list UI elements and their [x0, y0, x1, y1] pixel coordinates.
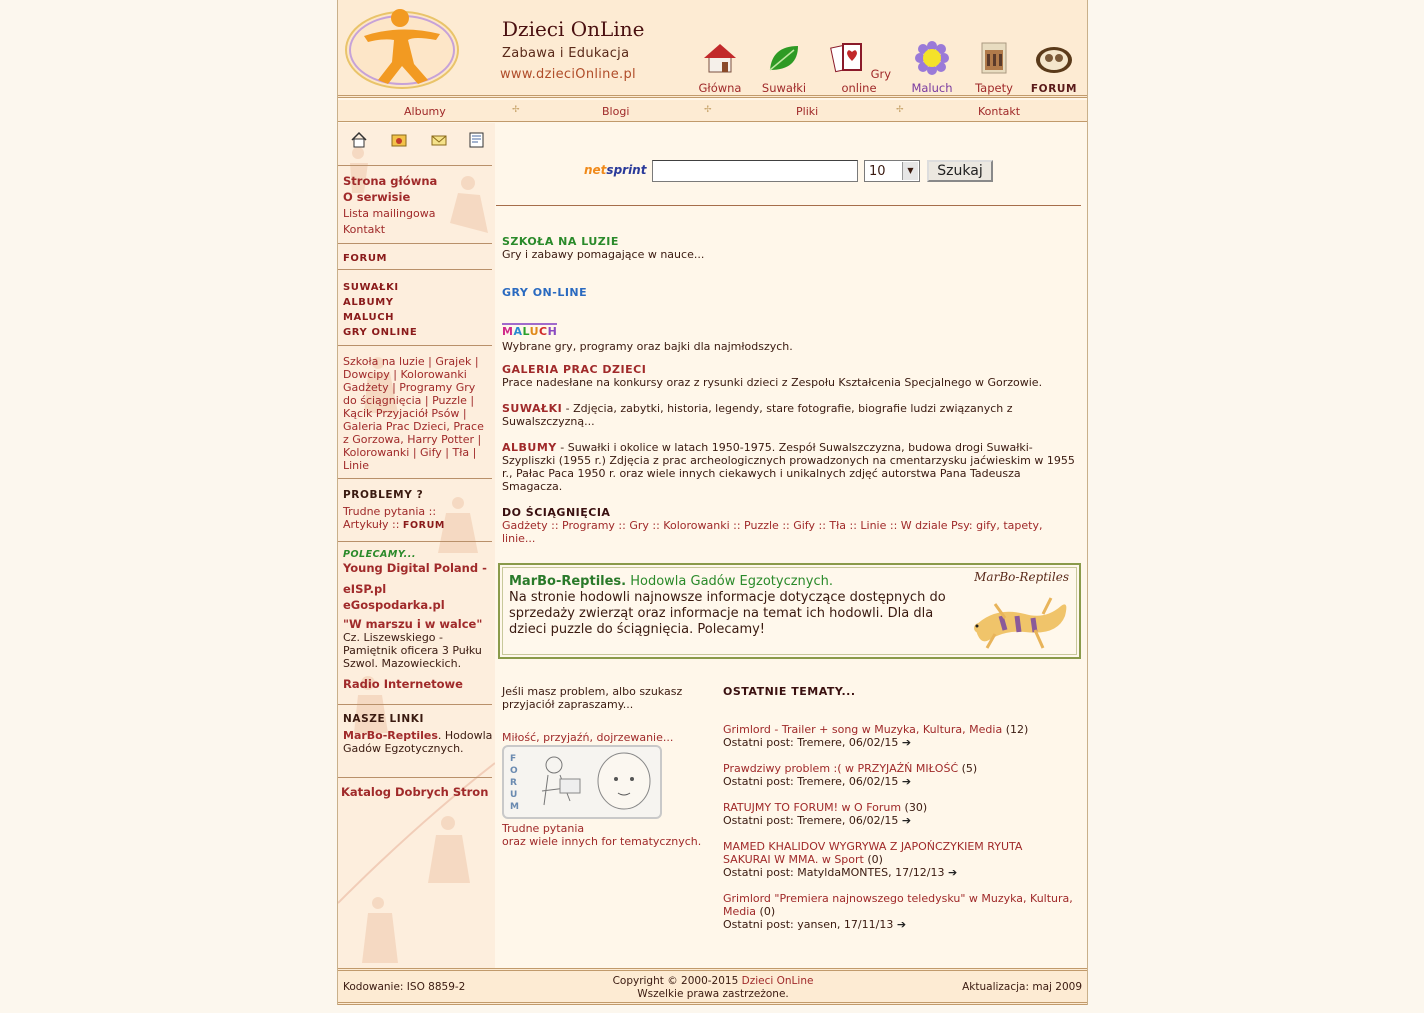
site-url[interactable]: www.dzieciOnline.pl: [500, 67, 636, 82]
divider: [338, 165, 492, 166]
copyright-text: Copyright © 2000-2015: [612, 975, 742, 987]
nav-label: Tapety: [975, 81, 1013, 95]
marbo-logo[interactable]: [963, 570, 1077, 654]
divider: [338, 541, 492, 542]
topic-title[interactable]: Grimlord "Premiera najnowszego teledysku" w Muzyka, Kultura, Media: [723, 892, 1073, 918]
sidebar: [338, 123, 495, 968]
topic-last-post: Ostatni post: Tremere, 06/02/15: [723, 814, 899, 827]
menu-blogi[interactable]: Blogi: [602, 105, 630, 118]
main-content: [496, 123, 1086, 968]
topic-item: [723, 840, 1073, 879]
divider: [338, 345, 492, 346]
forum-promo: [502, 685, 712, 848]
site-header: [338, 0, 1087, 98]
our-links-block: [343, 713, 493, 755]
section-albumy: [502, 441, 1077, 493]
page: [337, 0, 1088, 1005]
logo-net: net: [584, 163, 607, 177]
footer-updated: Aktualizacja: maj 2009: [962, 981, 1082, 993]
dropdown-arrow-icon: ▼: [902, 162, 918, 180]
netsprint-logo: [584, 163, 646, 177]
topic-last-post: Ostatni post: MatyldaMONTES, 17/12/13: [723, 866, 945, 879]
nav-label: Główna: [698, 81, 742, 95]
link-eisp[interactable]: eISP.pl: [343, 582, 387, 596]
topic-title[interactable]: MAMED KHALIDOV WYGRYWA Z JAPOŃCZYKIEM RYUTA SAKURAI W MMA. w Sport: [723, 840, 1023, 866]
topic-count: (5): [958, 762, 978, 775]
flower-icon: [912, 40, 952, 76]
albumy-description: - Suwałki i okolice w latach 1950-1975. Zespół Suwalszczyzna, budowa drogi Suwałki-Szypliszki (1955 r.) Zdjęcia z prac archeologicznych prowadzonych na cmentarzysku jaćwieskim w 1955 r., Pałac Paca 1950 r. oraz wiele innych ciekawych i unikalnych zdjęć autorstwa Pana Tadeusza Smagacza.: [502, 441, 1075, 493]
footer-copyright: [558, 975, 868, 1001]
separator-icon: ✢: [896, 105, 904, 115]
arrow-go-icon[interactable]: ➔: [948, 866, 958, 879]
arrow-go-icon[interactable]: ➔: [901, 775, 912, 788]
maluch-letter: U: [529, 325, 540, 338]
topic-item: [723, 762, 1073, 788]
link-katalog[interactable]: Katalog Dobrych Stron: [341, 785, 489, 799]
cards-icon: [827, 40, 867, 76]
divider: [338, 478, 492, 479]
nav-label: Suwałki: [761, 81, 807, 95]
topic-last-post: Ostatni post: Tremere, 06/02/15: [723, 736, 899, 749]
search-input[interactable]: [652, 160, 858, 182]
arrow-go-icon[interactable]: ➔: [896, 918, 907, 931]
section-links: [343, 280, 493, 340]
site-subtitle: Zabawa i Edukacja: [502, 46, 630, 61]
maluch-title[interactable]: [502, 323, 557, 337]
topic-item: [723, 723, 1073, 749]
picture-icon: [974, 40, 1014, 76]
latest-topics: [723, 685, 1073, 931]
galeria-description: Prace nadesłane na konkursy oraz z rysunki dzieci z Zespołu Kształcenia Specjalnego w Gorzowie.: [502, 376, 1043, 389]
marbo-logo-text: MarBo-Reptiles: [974, 570, 1069, 584]
divider: [338, 269, 492, 270]
site-title: Dzieci OnLine: [502, 17, 645, 41]
marbo-description: . Hodowla Gadów Egzotycznych.: [343, 729, 493, 755]
main-links: [343, 175, 493, 236]
link-suwalki[interactable]: SUWAŁKI: [343, 282, 399, 293]
link-marbo[interactable]: MarBo-Reptiles: [343, 729, 438, 742]
polecamy-heading: POLECAMY...: [343, 549, 416, 560]
maluch-description: Wybrane gry, programy oraz bajki dla najmłodszych.: [502, 340, 793, 353]
separator-icon: ✢: [512, 105, 520, 115]
background-figures-image: [338, 123, 495, 968]
divider: [338, 243, 492, 244]
menu-pliki[interactable]: Pliki: [796, 105, 819, 118]
link-gry-online[interactable]: GRY ONLINE: [343, 327, 418, 338]
home-icon[interactable]: [350, 131, 368, 149]
sidebar-icon-row: [348, 131, 488, 153]
link-forum[interactable]: FORUM: [343, 253, 388, 264]
topic-count: (0): [756, 905, 776, 918]
galeria-title[interactable]: GALERIA PRAC DZIECI: [502, 363, 647, 376]
nav-tapety[interactable]: [968, 40, 1020, 95]
link-kontakt[interactable]: Kontakt: [343, 223, 386, 236]
forum-bottom-link[interactable]: Trudne pytania: [502, 822, 585, 835]
gry-online-title[interactable]: GRY ON-LINE: [502, 286, 588, 299]
separator-icon: ✢: [704, 105, 712, 115]
problems-heading: PROBLEMY ?: [343, 489, 424, 501]
nav-glowna[interactable]: [694, 40, 746, 95]
section-maluch: [502, 323, 1077, 353]
search-button[interactable]: Szukaj: [927, 160, 993, 182]
szkola-description: Gry i zabawy pomagające w nauce...: [502, 248, 705, 261]
marbo-tagline: Hodowla Gadów Egzotycznych.: [626, 574, 833, 589]
link-egospodarka[interactable]: eGospodarka.pl: [343, 598, 445, 612]
download-title: DO ŚCIĄGNIĘCIA: [502, 506, 611, 519]
topic-title[interactable]: RATUJMY TO FORUM! w O Forum: [723, 801, 902, 814]
topic-count: (12): [1002, 723, 1029, 736]
maluch-letter: M: [502, 325, 514, 338]
our-links-heading: NASZE LINKI: [343, 713, 424, 725]
marbo-name[interactable]: MarBo-Reptiles.: [509, 574, 627, 589]
latest-heading: OSTATNIE TEMATY...: [723, 685, 856, 698]
arrow-go-icon[interactable]: ➔: [901, 814, 912, 827]
download-links[interactable]: Gadżety :: Programy :: Gry :: Kolorowanki :: Puzzle :: Gify :: Tła :: Linie :: W dziale Psy: gify, tapety, linie...: [502, 519, 1043, 545]
suwalki-description: - Zdjęcia, zabytki, historia, legendy, stare fotografie, biografie ludzi związanych z Suwalszczyzną...: [502, 402, 1013, 428]
marbo-promo-box[interactable]: [498, 563, 1081, 659]
gecko-icon: [965, 586, 1075, 652]
link-trudne-pytania[interactable]: Trudne pytania ::: [343, 505, 437, 518]
link-young-digital[interactable]: Young Digital Poland -: [343, 561, 487, 575]
results-count-value: 10: [869, 164, 886, 179]
link-artykuly[interactable]: Artykuły ::: [343, 518, 403, 531]
topic-last-post: Ostatni post: yansen, 17/11/13: [723, 918, 894, 931]
topic-count: (30): [901, 801, 928, 814]
copyright-link[interactable]: Dzieci OnLine: [741, 975, 814, 987]
nav-label: Maluch: [911, 81, 953, 95]
problems-block: [343, 489, 493, 532]
results-count-select[interactable]: [864, 160, 920, 182]
forum-intro: Jeśli masz problem, albo szukasz przyjaciół zapraszamy...: [502, 685, 683, 711]
section-suwalki: [502, 402, 1077, 428]
marbo-text-block: [509, 574, 959, 638]
link-albumy[interactable]: ALBUMY: [343, 297, 394, 308]
link-maluch[interactable]: MALUCH: [343, 312, 395, 323]
nav-suwalki[interactable]: [758, 40, 810, 95]
forum-bottom-text[interactable]: oraz wiele innych for tematycznych.: [502, 835, 702, 848]
forum-banner-word: FORUM: [510, 754, 519, 812]
nav-maluch[interactable]: [906, 40, 958, 95]
albumy-title[interactable]: ALBUMY: [502, 441, 557, 454]
footer-encoding: Kodowanie: ISO 8859-2: [343, 981, 466, 993]
link-radio[interactable]: Radio Internetowe: [343, 677, 463, 691]
link-w-marszu[interactable]: "W marszu i w walce": [343, 617, 483, 631]
section-szkola: [502, 235, 1077, 261]
nav-label: FORUM: [1030, 83, 1078, 95]
topic-item: [723, 801, 1073, 827]
leaf-icon: [764, 40, 804, 76]
menu-bar: [338, 100, 1087, 122]
email-icon[interactable]: [430, 131, 448, 149]
maluch-letter: H: [547, 325, 558, 338]
nav-forum[interactable]: [1028, 40, 1080, 95]
topic-title[interactable]: Prawdziwy problem :( w PRZYJAŹŃ MIŁOŚĆ: [723, 762, 959, 775]
topic-item: [723, 892, 1073, 931]
forum-icon: [1034, 40, 1074, 76]
topic-last-post: Ostatni post: Tremere, 06/02/15: [723, 775, 899, 788]
divider: [338, 704, 492, 705]
w-marszu-description: Cz. Liszewskiego - Pamiętnik oficera 3 Pułku Szwol. Mazowieckich.: [343, 631, 482, 670]
marbo-description: Na stronie hodowli najnowsze informacje dotyczące dostępnych do sprzedaży zwierząt oraz informacje na temat ich hodowli. Dla dla dzieci puzzle do ściągnięcia. Polecamy!: [509, 590, 946, 637]
arrow-go-icon[interactable]: ➔: [901, 736, 912, 749]
forum-link[interactable]: Miłość, przyjaźń, dojrzewanie...: [502, 731, 674, 744]
suwalki-title[interactable]: SUWAŁKI: [502, 402, 563, 415]
menu-albumy[interactable]: Albumy: [404, 105, 446, 118]
nav-label: Gry online: [841, 67, 892, 95]
bookmark-folder-icon[interactable]: [390, 131, 408, 149]
logo-sprint: sprint: [606, 163, 647, 177]
maluch-letter: C: [539, 325, 548, 338]
szkola-title[interactable]: SZKOŁA NA LUZIE: [502, 235, 619, 248]
sitemap-icon[interactable]: [468, 131, 486, 149]
section-download: [502, 506, 1077, 545]
marbo-inner: [502, 567, 1077, 655]
link-o-serwisie[interactable]: O serwisie: [343, 190, 411, 204]
section-galeria: [502, 363, 1077, 389]
topic-count: (0): [863, 853, 883, 866]
forum-children-icon: [524, 751, 658, 815]
logo-icon[interactable]: [344, 6, 460, 90]
link-forum-small[interactable]: FORUM: [402, 520, 445, 531]
maluch-letter: A: [513, 325, 523, 338]
divider: [496, 205, 1081, 206]
link-lista-mailingowa[interactable]: Lista mailingowa: [343, 207, 436, 220]
house-icon: [700, 40, 740, 76]
recommended-links: [343, 562, 493, 691]
menu-kontakt[interactable]: Kontakt: [978, 105, 1021, 118]
maluch-letter: L: [522, 325, 530, 338]
forum-banner[interactable]: [502, 745, 662, 819]
link-strona-glowna[interactable]: Strona główna: [343, 174, 438, 188]
nav-gry-online[interactable]: [826, 40, 892, 95]
divider: [338, 777, 492, 778]
rights-text: Wszelkie prawa zastrzeżone.: [637, 988, 789, 1000]
site-footer: [338, 968, 1087, 1005]
topic-title[interactable]: Grimlord - Trailer + song w Muzyka, Kultura, Media: [723, 723, 1003, 736]
mixed-links[interactable]: Szkoła na luzie | Grajek | Dowcipy | Kolorowanki Gadżety | Programy Gry do ściągnięcia | Puzzle | Kącik Przyjaciół Psów | Galeria Prac Dzieci, Prace z Gorzowa, Harry Potter | Kolorowanki | Gify | Tła | Linie: [343, 355, 484, 472]
